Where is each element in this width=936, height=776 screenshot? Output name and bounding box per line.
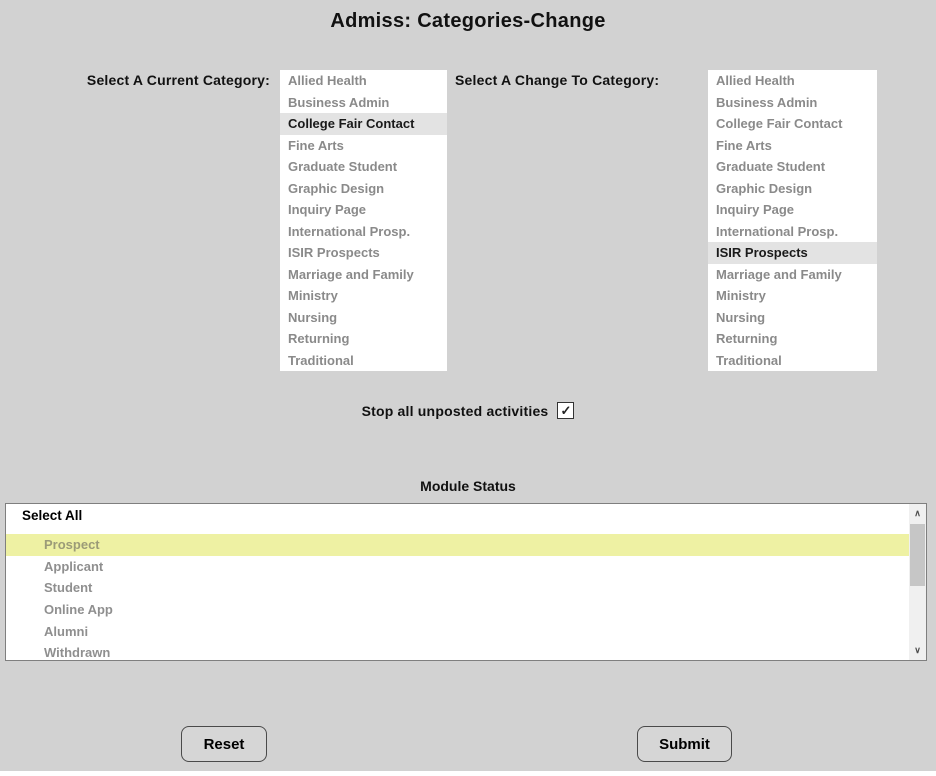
- module-status-item[interactable]: Withdrawn: [44, 645, 111, 661]
- change-to-category-option[interactable]: Marriage and Family: [716, 266, 842, 282]
- change-to-category-option[interactable]: Graduate Student: [716, 159, 826, 174]
- current-category-option[interactable]: Business Admin: [288, 94, 390, 110]
- stop-activities-row: [0, 402, 936, 419]
- module-status-item[interactable]: Prospect: [6, 534, 909, 556]
- checkmark-icon: ✓: [560, 402, 572, 418]
- module-status-list: [6, 534, 909, 661]
- current-category-option[interactable]: International Prosp.: [288, 223, 411, 239]
- current-category-option[interactable]: Allied Health: [288, 73, 367, 88]
- scroll-down-icon[interactable]: ∨: [914, 645, 921, 655]
- change-to-category-option[interactable]: Ministry: [716, 288, 766, 303]
- module-status-item[interactable]: Applicant: [44, 558, 104, 574]
- page-title: Admiss: Categories-Change: [330, 10, 606, 32]
- current-category-option[interactable]: Returning: [288, 331, 350, 346]
- change-to-category-label: Select A Change To Category:: [455, 72, 660, 88]
- module-status-select-all[interactable]: Select All: [22, 508, 83, 523]
- change-to-category-option[interactable]: Returning: [716, 331, 778, 346]
- change-to-category-option[interactable]: Business Admin: [716, 94, 818, 110]
- module-status-panel: [5, 503, 927, 661]
- stop-activities-label: Stop all unposted activities: [361, 402, 549, 419]
- change-to-category-option[interactable]: Nursing: [716, 309, 766, 325]
- current-category-label: Select A Current Category:: [86, 72, 270, 88]
- current-category-option[interactable]: Inquiry Page: [288, 202, 367, 217]
- current-category-listbox[interactable]: [280, 70, 447, 371]
- change-to-category-option[interactable]: Traditional: [716, 352, 782, 368]
- scrollbar-thumb[interactable]: [910, 524, 925, 586]
- submit-button[interactable]: Submit: [637, 726, 732, 762]
- module-status-item[interactable]: Alumni: [44, 623, 89, 639]
- change-to-category-listbox[interactable]: [708, 70, 877, 371]
- change-to-category-option[interactable]: ISIR Prospects: [708, 242, 877, 264]
- module-status-item[interactable]: Student: [44, 580, 93, 596]
- current-category-option[interactable]: ISIR Prospects: [288, 245, 380, 260]
- current-category-option[interactable]: Graduate Student: [288, 159, 398, 174]
- change-to-category-option[interactable]: Graphic Design: [716, 180, 813, 196]
- change-to-category-option[interactable]: Inquiry Page: [716, 202, 795, 217]
- reset-button[interactable]: Reset: [181, 726, 267, 762]
- current-category-option[interactable]: Ministry: [288, 288, 338, 303]
- change-to-category-option[interactable]: Allied Health: [716, 73, 795, 88]
- change-to-category-option[interactable]: College Fair Contact: [716, 116, 843, 131]
- current-category-option[interactable]: Nursing: [288, 309, 338, 325]
- stop-activities-checkbox[interactable]: [557, 402, 574, 419]
- bottom-strip: [0, 771, 936, 776]
- current-category-option[interactable]: Traditional: [288, 352, 354, 368]
- module-status-title: Module Status: [420, 478, 516, 494]
- change-to-category-option[interactable]: Fine Arts: [716, 137, 772, 153]
- current-category-option[interactable]: Fine Arts: [288, 137, 344, 153]
- scroll-up-icon[interactable]: ∧: [914, 508, 921, 518]
- module-status-scrollbar[interactable]: [909, 504, 926, 660]
- change-to-category-option[interactable]: International Prosp.: [716, 223, 839, 239]
- current-category-option[interactable]: Marriage and Family: [288, 266, 414, 282]
- current-category-option[interactable]: College Fair Contact: [280, 113, 447, 135]
- module-status-item[interactable]: Online App: [44, 602, 113, 618]
- current-category-option[interactable]: Graphic Design: [288, 180, 385, 196]
